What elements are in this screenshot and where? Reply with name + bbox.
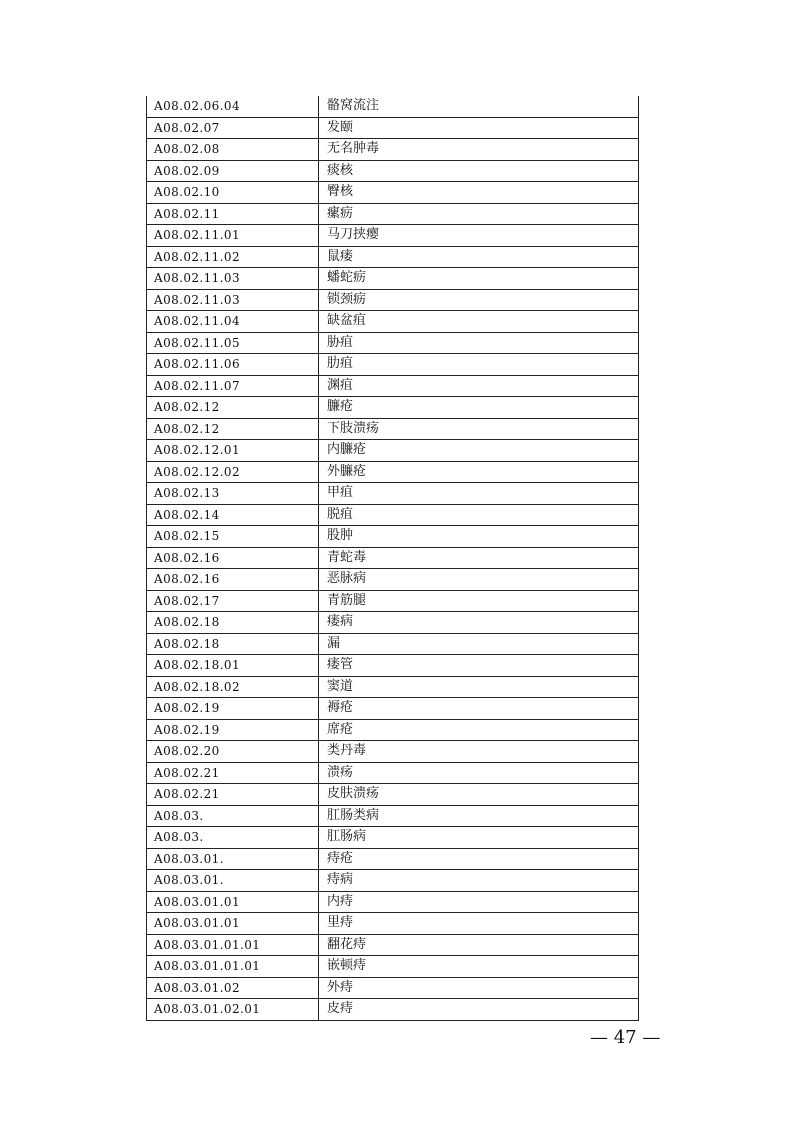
term-name-cell: 肛肠类病 (319, 805, 639, 827)
code-cell: A08.02.12.01 (147, 440, 319, 462)
term-name-cell: 青筋腿 (319, 590, 639, 612)
code-cell: A08.02.11.03 (147, 268, 319, 290)
code-cell: A08.02.20 (147, 741, 319, 763)
term-name-cell: 痔疮 (319, 848, 639, 870)
table-row (147, 483, 639, 505)
table-row (147, 418, 639, 440)
term-name-cell: 漏 (319, 633, 639, 655)
code-cell: A08.02.12 (147, 397, 319, 419)
code-cell: A08.02.21 (147, 762, 319, 784)
term-name-cell: 马刀挟瘿 (319, 225, 639, 247)
table-row (147, 891, 639, 913)
table-row (147, 827, 639, 849)
term-name-cell: 下肢溃疡 (319, 418, 639, 440)
term-name-cell: 痰核 (319, 160, 639, 182)
code-cell: A08.02.18 (147, 633, 319, 655)
table-row (147, 913, 639, 935)
term-name-cell: 瘘病 (319, 612, 639, 634)
code-cell: A08.02.19 (147, 698, 319, 720)
code-cell: A08.02.11 (147, 203, 319, 225)
term-name-cell: 渊疽 (319, 375, 639, 397)
term-name-cell: 肛肠病 (319, 827, 639, 849)
term-name-cell: 臁疮 (319, 397, 639, 419)
table-row (147, 440, 639, 462)
code-cell: A08.03.01.01 (147, 891, 319, 913)
table-row (147, 139, 639, 161)
term-name-cell: 缺盆疽 (319, 311, 639, 333)
code-cell: A08.02.11.07 (147, 375, 319, 397)
term-name-cell: 内痔 (319, 891, 639, 913)
code-cell: A08.02.18.02 (147, 676, 319, 698)
term-name-cell: 胁疽 (319, 332, 639, 354)
term-name-cell: 蟠蛇疬 (319, 268, 639, 290)
table-row (147, 569, 639, 591)
code-cell: A08.03.01.02.01 (147, 999, 319, 1021)
code-cell: A08.02.08 (147, 139, 319, 161)
code-cell: A08.03.01. (147, 848, 319, 870)
term-name-cell: 瘘管 (319, 655, 639, 677)
table-row (147, 354, 639, 376)
term-name-cell: 鼠瘘 (319, 246, 639, 268)
table-body (147, 96, 639, 1020)
code-cell: A08.02.15 (147, 526, 319, 548)
table-row (147, 762, 639, 784)
code-cell: A08.02.06.04 (147, 96, 319, 117)
table-row (147, 719, 639, 741)
code-cell: A08.03. (147, 805, 319, 827)
term-name-cell: 甲疽 (319, 483, 639, 505)
table-row (147, 504, 639, 526)
term-name-cell: 青蛇毒 (319, 547, 639, 569)
code-cell: A08.02.16 (147, 547, 319, 569)
term-name-cell: 皮痔 (319, 999, 639, 1021)
table-row (147, 612, 639, 634)
code-cell: A08.03.01.02 (147, 977, 319, 999)
table-row (147, 977, 639, 999)
term-name-cell: 脱疽 (319, 504, 639, 526)
table-row (147, 848, 639, 870)
code-cell: A08.02.14 (147, 504, 319, 526)
table-row (147, 676, 639, 698)
table-row (147, 332, 639, 354)
table-row (147, 117, 639, 139)
code-cell: A08.02.09 (147, 160, 319, 182)
code-cell: A08.02.10 (147, 182, 319, 204)
table-row (147, 375, 639, 397)
code-cell: A08.02.12 (147, 418, 319, 440)
page-number: — 47 — (590, 1027, 661, 1048)
term-name-cell: 股肿 (319, 526, 639, 548)
term-name-cell: 发颐 (319, 117, 639, 139)
code-cell: A08.02.21 (147, 784, 319, 806)
term-name-cell: 里痔 (319, 913, 639, 935)
code-cell: A08.03.01.01.01 (147, 956, 319, 978)
term-name-cell: 席疮 (319, 719, 639, 741)
table-row (147, 311, 639, 333)
table-row (147, 461, 639, 483)
table-row (147, 633, 639, 655)
term-name-cell: 内臁疮 (319, 440, 639, 462)
table-row (147, 956, 639, 978)
terminology-table (146, 96, 639, 1021)
table-row (147, 784, 639, 806)
code-cell: A08.02.07 (147, 117, 319, 139)
code-cell: A08.02.13 (147, 483, 319, 505)
table-row (147, 289, 639, 311)
term-name-cell: 恶脉病 (319, 569, 639, 591)
term-name-cell: 臀核 (319, 182, 639, 204)
code-cell: A08.02.19 (147, 719, 319, 741)
code-cell: A08.02.11.01 (147, 225, 319, 247)
code-cell: A08.03.01. (147, 870, 319, 892)
term-name-cell: 瘰疬 (319, 203, 639, 225)
term-name-cell: 外痔 (319, 977, 639, 999)
code-cell: A08.02.18.01 (147, 655, 319, 677)
code-cell: A08.02.11.06 (147, 354, 319, 376)
code-cell: A08.03.01.01 (147, 913, 319, 935)
table-row (147, 870, 639, 892)
term-name-cell: 无名肿毒 (319, 139, 639, 161)
table-row (147, 268, 639, 290)
code-cell: A08.02.11.04 (147, 311, 319, 333)
table-row (147, 655, 639, 677)
term-name-cell: 褥疮 (319, 698, 639, 720)
term-name-cell: 锁颈疬 (319, 289, 639, 311)
code-cell: A08.03. (147, 827, 319, 849)
table-row (147, 160, 639, 182)
table-row (147, 397, 639, 419)
code-cell: A08.02.11.03 (147, 289, 319, 311)
term-name-cell: 类丹毒 (319, 741, 639, 763)
term-name-cell: 骼窝流注 (319, 96, 639, 117)
term-name-cell: 皮肤溃疡 (319, 784, 639, 806)
code-cell: A08.02.17 (147, 590, 319, 612)
table-row (147, 203, 639, 225)
table-row (147, 182, 639, 204)
table-row (147, 698, 639, 720)
code-cell: A08.02.11.05 (147, 332, 319, 354)
table-row (147, 741, 639, 763)
term-name-cell: 窦道 (319, 676, 639, 698)
table-row (147, 934, 639, 956)
term-name-cell: 溃疡 (319, 762, 639, 784)
code-cell: A08.02.16 (147, 569, 319, 591)
code-cell: A08.03.01.01.01 (147, 934, 319, 956)
term-name-cell: 痔病 (319, 870, 639, 892)
table-row (147, 547, 639, 569)
term-name-cell: 肋疽 (319, 354, 639, 376)
table-row (147, 805, 639, 827)
term-name-cell: 嵌顿痔 (319, 956, 639, 978)
code-cell: A08.02.18 (147, 612, 319, 634)
table-row (147, 225, 639, 247)
term-name-cell: 翻花痔 (319, 934, 639, 956)
table-row (147, 590, 639, 612)
table-row (147, 526, 639, 548)
table-row (147, 246, 639, 268)
table-row (147, 999, 639, 1021)
term-name-cell: 外臁疮 (319, 461, 639, 483)
code-cell: A08.02.12.02 (147, 461, 319, 483)
table-row (147, 96, 639, 117)
code-cell: A08.02.11.02 (147, 246, 319, 268)
